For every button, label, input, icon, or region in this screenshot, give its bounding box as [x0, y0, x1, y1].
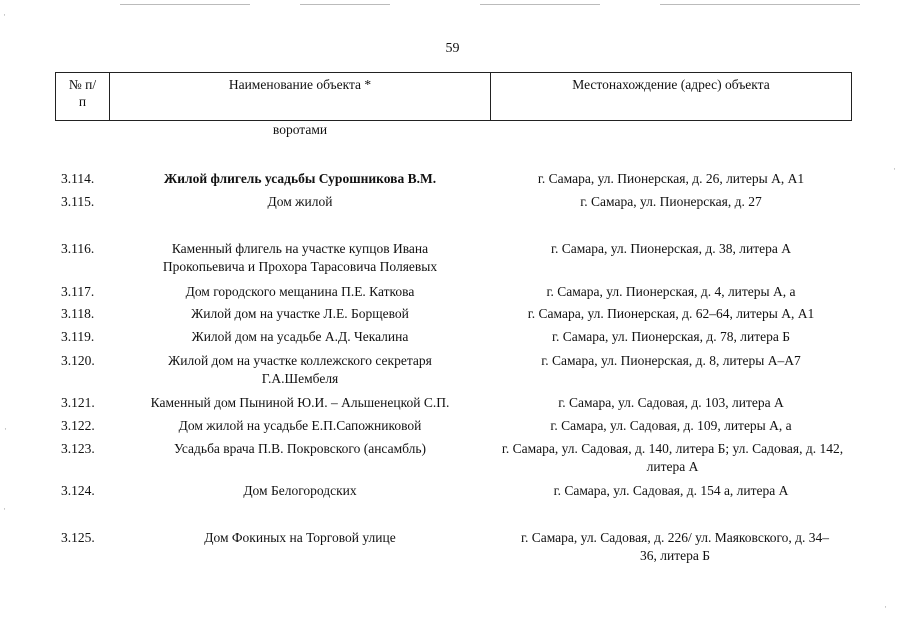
object-address: г. Самара, ул. Пионерская, д. 38, литера А	[551, 241, 791, 256]
object-name: Дом городского мещанина П.Е. Каткова	[185, 284, 415, 299]
object-name: Дом жилой на усадьбе Е.П.Сапожниковой	[178, 418, 422, 433]
object-name: Жилой флигель усадьбы Сурошникова В.М.	[163, 171, 437, 186]
table-header	[55, 72, 852, 121]
row-number: 3.115.	[61, 194, 95, 209]
object-address: г. Самара, ул. Пионерская, д. 78, литера Б	[552, 329, 790, 344]
row-number: 3.117.	[61, 284, 95, 299]
scan-artifact-line	[480, 4, 600, 6]
object-address: г. Самара, ул. Пионерская, д. 8, литеры А–А7	[541, 353, 801, 368]
object-address: г. Самара, ул. Пионерская, д. 27	[580, 194, 762, 209]
object-name: Дом Белогородских	[243, 483, 357, 498]
header-col-address: Местонахождение (адрес) объекта	[491, 73, 852, 121]
row-number: 3.116.	[61, 241, 95, 256]
scan-speck: ·	[4, 424, 7, 434]
scan-artifact-line	[660, 4, 860, 6]
row-number: 3.120.	[61, 353, 95, 368]
scan-speck: ·	[3, 504, 6, 514]
scan-speck: ·	[884, 602, 887, 612]
scan-speck: ·	[3, 10, 6, 20]
object-name: Каменный флигель на участке купцов Ивана Прокопьевича и Прохора Тарасовича Поляевых	[162, 241, 438, 274]
row-number: 3.118.	[61, 306, 95, 321]
row-number: 3.122.	[61, 418, 95, 433]
object-address: г. Самара, ул. Садовая, д. 109, литеры А, а	[550, 418, 792, 433]
continuation-text: воротами	[272, 122, 328, 137]
object-address: г. Самара, ул. Пионерская, д. 4, литеры А, а	[546, 284, 796, 299]
scan-artifact-line	[120, 4, 250, 6]
scan-artifact-line	[300, 4, 390, 6]
object-address: г. Самара, ул. Пионерская, д. 26, литеры А, А1	[537, 171, 805, 186]
object-name: Дом Фокиных на Торговой улице	[204, 530, 396, 545]
object-address: г. Самара, ул. Садовая, д. 226/ ул. Маяковского, д. 34–36, литера Б	[520, 530, 830, 563]
object-address: г. Самара, ул. Садовая, д. 140, литера Б; ул. Садовая, д. 142, литера А	[501, 441, 844, 474]
row-number: 3.124.	[61, 483, 95, 498]
object-name: Жилой дом на участке Л.Е. Борщевой	[191, 306, 409, 321]
row-number: 3.114.	[61, 171, 95, 186]
header-col-name: Наименование объекта *	[110, 73, 491, 121]
object-name: Жилой дом на усадьбе А.Д. Чекалина	[191, 329, 409, 344]
header-col-number: № п/п	[56, 73, 110, 121]
object-address: г. Самара, ул. Садовая, д. 103, литера А	[558, 395, 784, 410]
page-number: 59	[445, 41, 460, 56]
object-address: г. Самара, ул. Пионерская, д. 62–64, литеры А, А1	[527, 306, 815, 321]
row-number: 3.121.	[61, 395, 95, 410]
object-name: Усадьба врача П.В. Покровского (ансамбль)	[173, 441, 427, 456]
object-name: Каменный дом Пыниной Ю.И. – Альшенецкой С.П.	[150, 395, 450, 410]
scan-speck: ·	[893, 164, 896, 174]
row-number: 3.123.	[61, 441, 95, 456]
object-name: Дом жилой	[267, 194, 333, 209]
object-address: г. Самара, ул. Садовая, д. 154 а, литера А	[553, 483, 789, 498]
row-number: 3.125.	[61, 530, 95, 545]
object-name: Жилой дом на участке коллежского секретаря Г.А.Шембеля	[168, 353, 432, 386]
row-number: 3.119.	[61, 329, 95, 344]
